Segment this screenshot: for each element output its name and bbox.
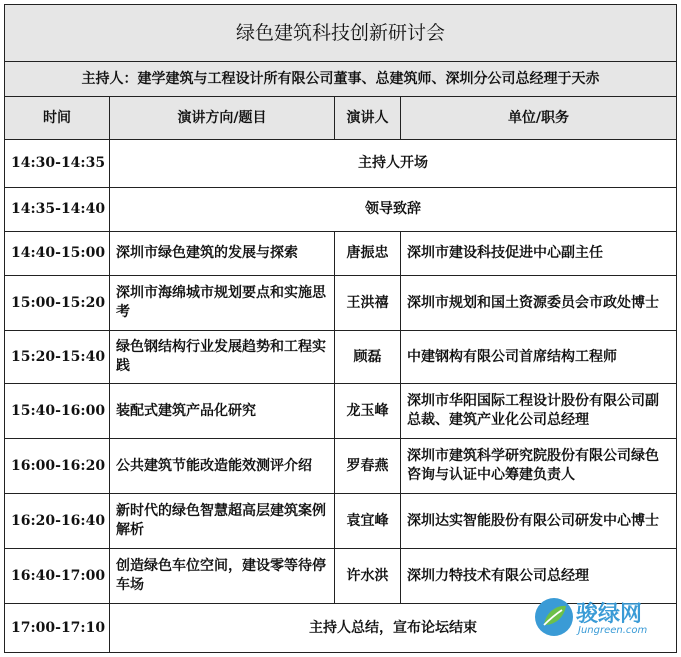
session-unit: 深圳市建设科技促进中心副主任 bbox=[401, 232, 677, 276]
watermark-url: Jungreen.com bbox=[578, 625, 648, 636]
agenda-row bbox=[5, 188, 677, 232]
header-speaker: 演讲人 bbox=[335, 97, 401, 140]
session-unit: 中建钢构有限公司首席结构工程师 bbox=[401, 331, 677, 384]
session-time: 15:00-15:20 bbox=[5, 276, 110, 331]
session-time: 15:20-15:40 bbox=[5, 331, 110, 384]
session-unit: 深圳市建筑科学研究院股份有限公司绿色咨询与认证中心筹建负责人 bbox=[401, 439, 677, 494]
agenda-row bbox=[5, 384, 677, 439]
session-speaker: 袁宜峰 bbox=[335, 494, 401, 549]
watermark-logo bbox=[532, 593, 672, 643]
page-title: 绿色建筑科技创新研讨会 bbox=[5, 5, 677, 62]
agenda-row bbox=[5, 276, 677, 331]
agenda-row bbox=[5, 331, 677, 384]
session-time: 16:00-16:20 bbox=[5, 439, 110, 494]
session-speaker: 顾磊 bbox=[335, 331, 401, 384]
session-topic: 深圳市绿色建筑的发展与探索 bbox=[110, 232, 335, 276]
session-topic: 创造绿色车位空间，建设零等待停车场 bbox=[110, 549, 335, 604]
watermark-brand: 骏绿网 bbox=[576, 602, 643, 627]
session-speaker: 唐振忠 bbox=[335, 232, 401, 276]
agenda-table bbox=[4, 4, 677, 653]
agenda-row bbox=[5, 140, 677, 188]
agenda-row bbox=[5, 439, 677, 494]
session-time: 16:20-16:40 bbox=[5, 494, 110, 549]
session-unit: 深圳市规划和国土资源委员会市政处博士 bbox=[401, 276, 677, 331]
session-topic: 深圳市海绵城市规划要点和实施思考 bbox=[110, 276, 335, 331]
session-time: 17:00-17:10 bbox=[5, 604, 110, 653]
session-time: 16:40-17:00 bbox=[5, 549, 110, 604]
session-topic: 装配式建筑产品化研究 bbox=[110, 384, 335, 439]
session-speaker: 王洪禧 bbox=[335, 276, 401, 331]
session-unit: 深圳市华阳国际工程设计股份有限公司副总裁、建筑产业化公司总经理 bbox=[401, 384, 677, 439]
session-merged: 领导致辞 bbox=[110, 188, 677, 232]
session-speaker: 许水洪 bbox=[335, 549, 401, 604]
leaf-icon bbox=[532, 595, 576, 639]
agenda-row bbox=[5, 232, 677, 276]
session-topic: 新时代的绿色智慧超高层建筑案例解析 bbox=[110, 494, 335, 549]
agenda-row bbox=[5, 494, 677, 549]
session-time: 14:35-14:40 bbox=[5, 188, 110, 232]
session-time: 14:40-15:00 bbox=[5, 232, 110, 276]
header-time: 时间 bbox=[5, 97, 110, 140]
session-time: 14:30-14:35 bbox=[5, 140, 110, 188]
header-topic: 演讲方向/题目 bbox=[110, 97, 335, 140]
session-unit: 深圳力特技术有限公司总经理 bbox=[401, 549, 677, 604]
session-topic: 绿色钢结构行业发展趋势和工程实践 bbox=[110, 331, 335, 384]
session-time: 15:40-16:00 bbox=[5, 384, 110, 439]
table-header-row bbox=[5, 97, 677, 140]
session-unit: 深圳达实智能股份有限公司研发中心博士 bbox=[401, 494, 677, 549]
session-topic: 公共建筑节能改造能效测评介绍 bbox=[110, 439, 335, 494]
host-line: 主持人：建学建筑与工程设计所有限公司董事、总建筑师、深圳分公司总经理于天赤 bbox=[5, 62, 677, 97]
session-merged: 主持人总结，宣布论坛结束 bbox=[110, 604, 677, 653]
session-speaker: 罗春燕 bbox=[335, 439, 401, 494]
session-speaker: 龙玉峰 bbox=[335, 384, 401, 439]
session-merged: 主持人开场 bbox=[110, 140, 677, 188]
header-unit: 单位/职务 bbox=[401, 97, 677, 140]
